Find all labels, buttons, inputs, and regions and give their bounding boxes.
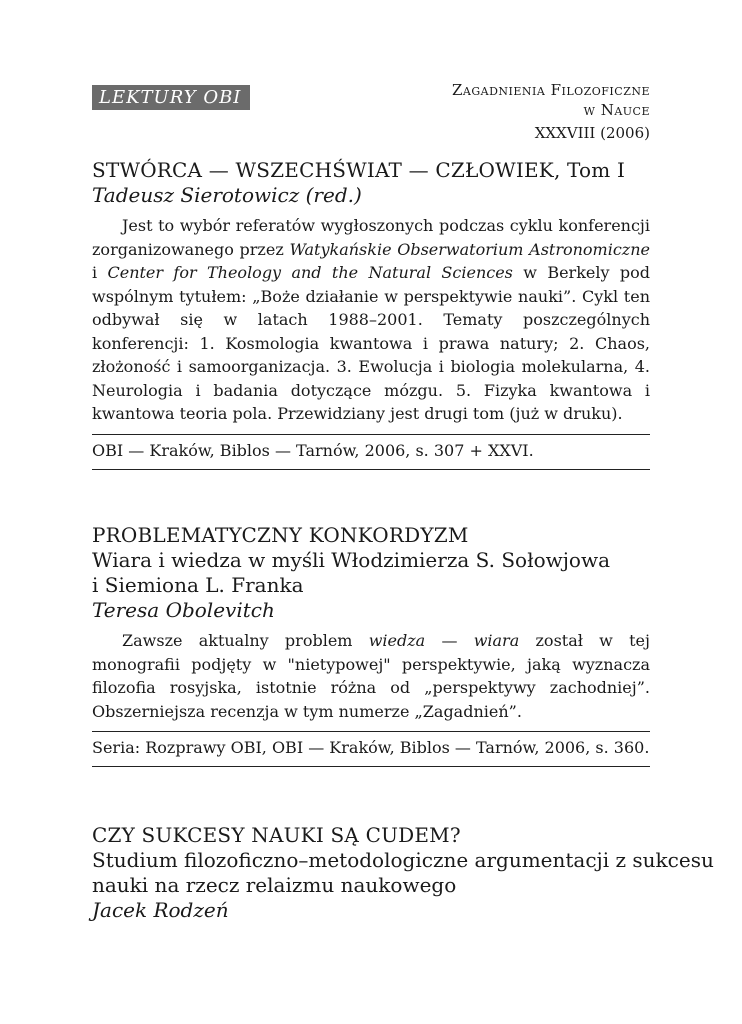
journal-name-line1: Zagadnienia Filozoficzne [451,81,650,99]
description-text: został w tej monografii podjęty w "nietypowej" perspektywie, jaką wyznacza filozofia rosyjska, istotnie różna od „perspektywy zachodniej”. Obszerniejsza recenzja w tym numerze „Zagadnień”. [92,631,650,721]
book-title: PROBLEMATYCZNY KONKORDYZM [92,523,469,547]
book-description [92,214,650,426]
book-description [92,629,650,723]
book-title: STWÓRCA — WSZECHŚWIAT — CZŁOWIEK, Tom I [92,158,626,182]
book-entry-1 [92,158,650,470]
section-label: LEKTURY OBI [92,85,250,110]
journal-header [452,80,650,143]
description-text: w Berkely pod wspólnym tytułem: „Boże działanie w perspektywie nauki”. Cykl ten odbywał się w latach 1988–2001. Tematy poszczególnych konferencji: 1. Kosmologia kwantowa i prawa natury; 2. Chaos, złożoność i samoorganizacja. 3. Ewolucja i biologia molekularna, 4. Neurologia i badania dotyczące mózgu. 5. Fizyka kwantowa i kwantowa teoria pola. Przewidziany jest drugi tom (już w druku). [92,263,650,423]
description-text: i [92,263,108,282]
description-italic-text: wiedza [368,631,426,650]
publication-info: Seria: Rozprawy OBI, OBI — Kraków, Biblos — Tarnów, 2006, s. 360. [92,731,650,767]
book-author: Tadeusz Sierotowicz (red.) [92,183,362,207]
journal-volume: XXXVIII (2006) [534,124,650,142]
description-text: — [425,631,474,650]
publication-info: OBI — Kraków, Biblos — Tarnów, 2006, s. 307 + XXVI. [92,434,650,470]
book-entry-2 [92,523,650,767]
book-author: Jacek Rodzeń [92,898,229,922]
journal-name-line2: w Nauce [583,101,650,119]
book-subtitle-line: Studium filozoficzno–metodologiczne argumentacji z sukcesu [92,848,714,872]
book-subtitle-line: i Siemiona L. Franka [92,573,304,597]
description-italic-text: wiara [473,631,520,650]
book-subtitle-line: nauki na rzecz relaizmu naukowego [92,873,457,897]
book-title: CZY SUKCESY NAUKI SĄ CUDEM? [92,823,461,847]
description-text: Zawsze aktualny problem [122,631,369,650]
description-italic-text: Watykańskie Obserwatorium Astronomiczne [289,239,651,259]
description-italic-text: Center for Theology and the Natural Sciences [107,263,513,282]
description-text: Jest to wybór referatów wygłoszonych podczas cyklu konferencji zorganizowanego przez [92,216,650,259]
book-author: Teresa Obolevitch [92,598,275,622]
page [92,0,714,1024]
book-entry-3 [92,823,714,923]
book-subtitle-line: Wiara i wiedza w myśli Włodzimierza S. Sołowjowa [92,548,611,572]
